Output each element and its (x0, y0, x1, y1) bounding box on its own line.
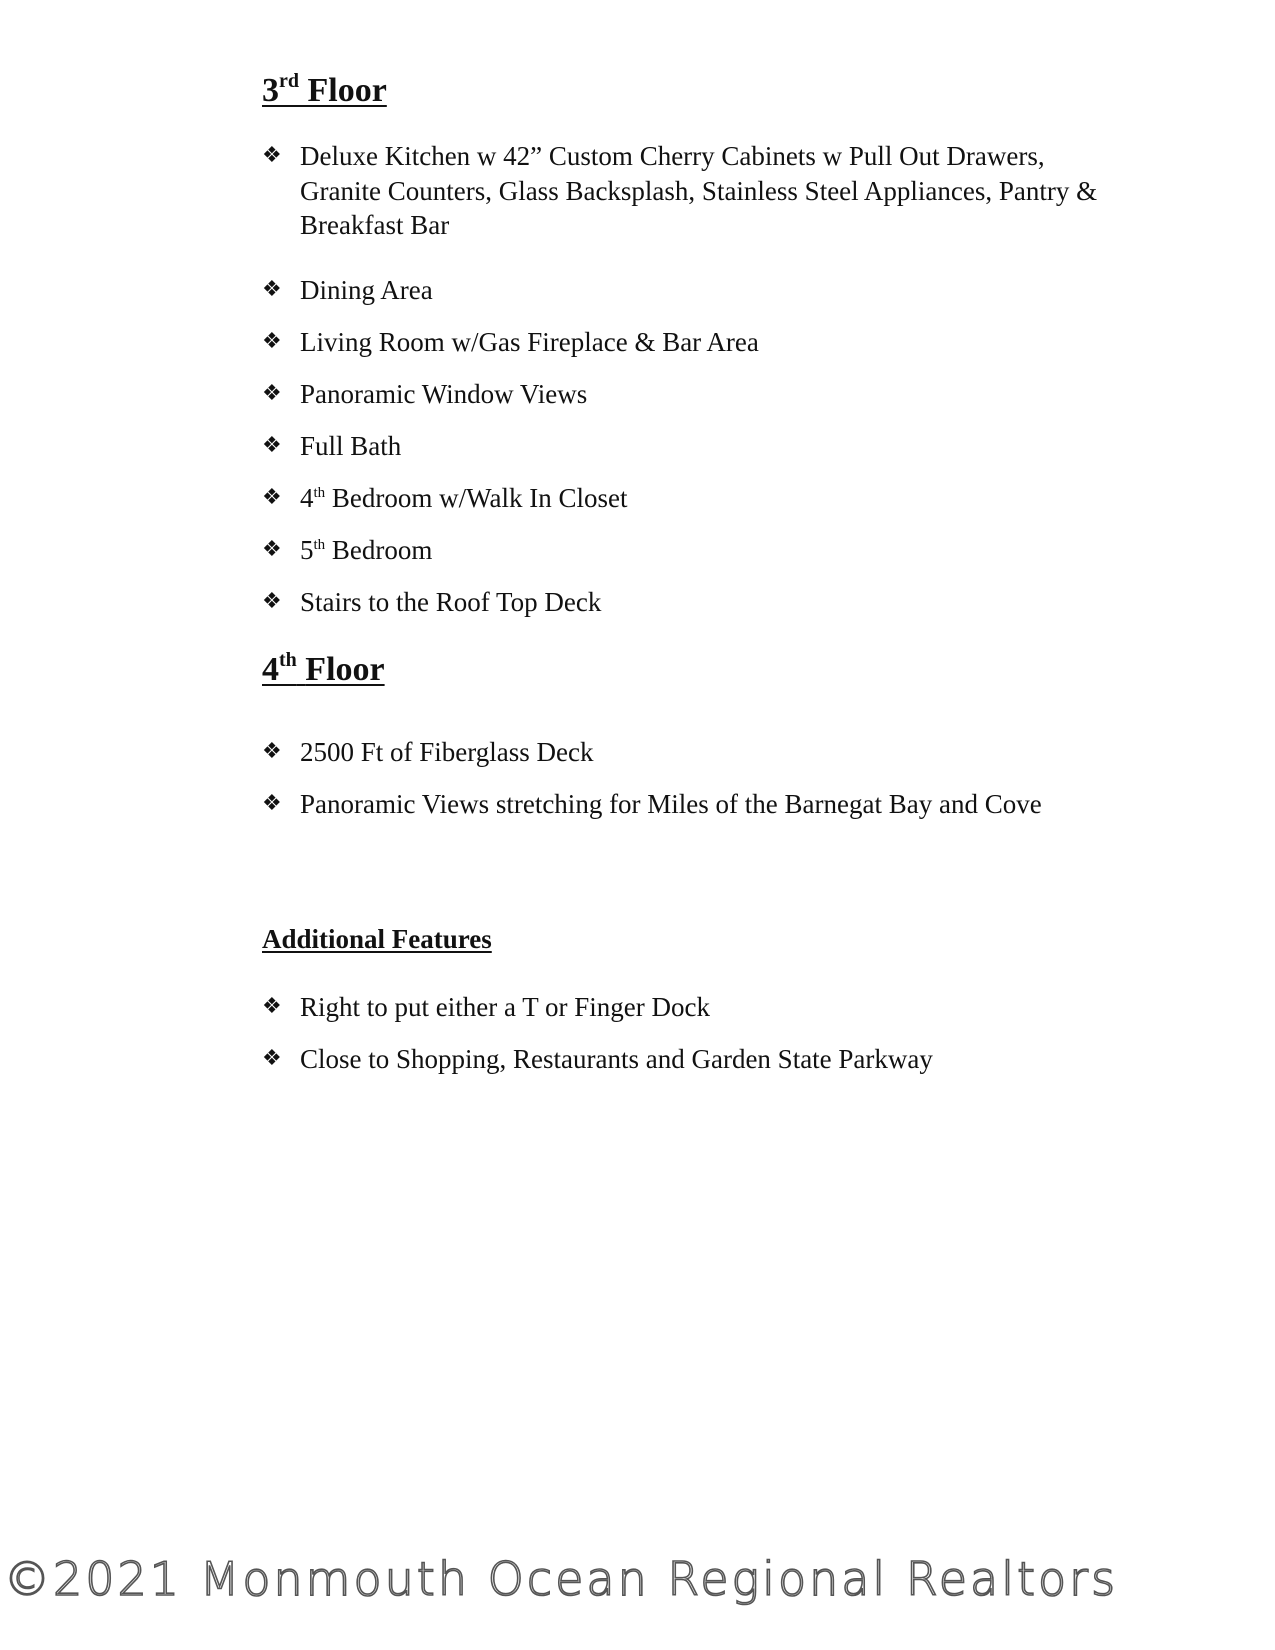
list-item-text: Deluxe Kitchen w 42” Custom Cherry Cabinets w Pull Out Drawers, Granite Counters, Glass Backsplash, Stainless Steel Appliances, Pantry & Breakfast Bar (300, 141, 1098, 240)
list-item-text: 2500 Ft of Fiberglass Deck (300, 737, 594, 767)
list-item (262, 1042, 1122, 1077)
list-item (262, 377, 1122, 412)
list-item-text: Dining Area (300, 275, 433, 305)
diamond-bullet-icon: ❖ (262, 485, 282, 510)
diamond-bullet-icon: ❖ (262, 791, 282, 816)
list-item (262, 787, 1122, 822)
list-item-text: Panoramic Views stretching for Miles of the Barnegat Bay and Cove (300, 789, 1042, 819)
diamond-bullet-icon: ❖ (262, 1046, 282, 1071)
list-item (262, 139, 1122, 243)
list-item-text: Full Bath (300, 431, 402, 461)
diamond-bullet-icon: ❖ (262, 381, 282, 406)
diamond-bullet-icon: ❖ (262, 433, 282, 458)
list-item-text: Right to put either a T or Finger Dock (300, 992, 710, 1022)
diamond-bullet-icon: ❖ (262, 994, 282, 1019)
list-item (262, 990, 1122, 1025)
heading-word: Floor (307, 72, 387, 109)
section-heading-4th-floor (262, 651, 385, 689)
list-item (262, 735, 1122, 770)
diamond-bullet-icon: ❖ (262, 277, 282, 302)
heading-word: Floor (305, 651, 385, 688)
list-item (262, 481, 1122, 516)
list-item (262, 273, 1122, 308)
diamond-bullet-icon: ❖ (262, 143, 282, 168)
list-item-text: 4th Bedroom w/Walk In Closet (300, 483, 628, 513)
list-item-text: Stairs to the Roof Top Deck (300, 587, 602, 617)
section-heading-3rd-floor (262, 72, 387, 110)
list-item-text: Close to Shopping, Restaurants and Garden State Parkway (300, 1044, 933, 1074)
list-item-text: Living Room w/Gas Fireplace & Bar Area (300, 327, 759, 357)
diamond-bullet-icon: ❖ (262, 739, 282, 764)
heading-number: 3 (262, 72, 279, 109)
diamond-bullet-icon: ❖ (262, 329, 282, 354)
diamond-bullet-icon: ❖ (262, 589, 282, 614)
heading-ordinal: th (279, 649, 297, 671)
list-item (262, 429, 1122, 464)
list-item-text: Panoramic Window Views (300, 379, 588, 409)
list-item (262, 325, 1122, 360)
section-heading-additional-features: Additional Features (262, 924, 492, 954)
list-item-text: 5th Bedroom (300, 535, 433, 565)
diamond-bullet-icon: ❖ (262, 537, 282, 562)
list-item (262, 585, 1122, 620)
heading-number: 4 (262, 651, 279, 688)
copyright-watermark: ©2021 Monmouth Ocean Regional Realtors (4, 1552, 1119, 1606)
list-item (262, 533, 1122, 568)
heading-ordinal: rd (279, 70, 299, 92)
